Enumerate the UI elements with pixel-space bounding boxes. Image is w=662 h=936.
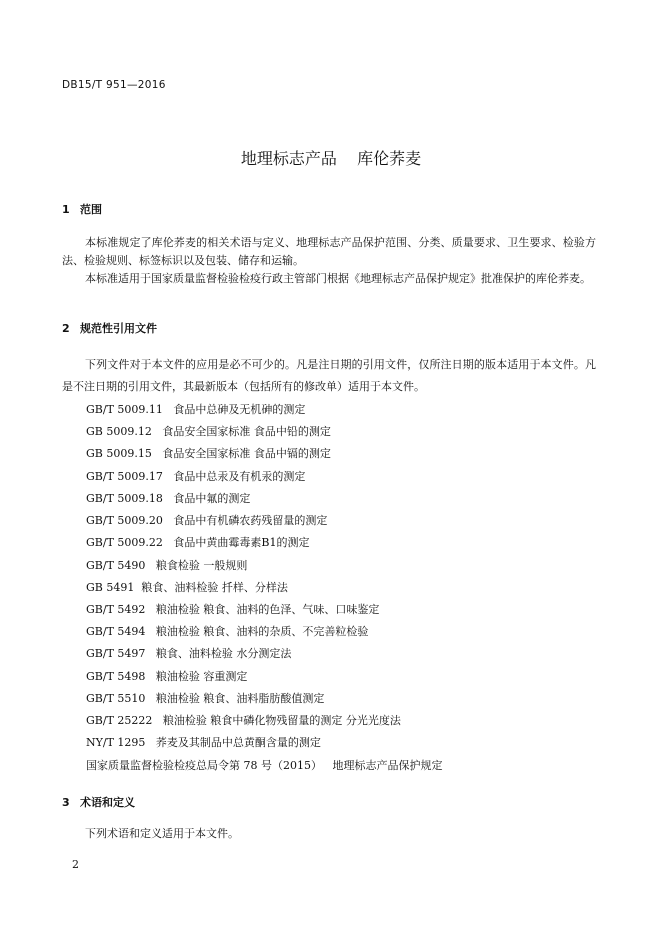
- reference-item: GB/T 5497 粮食、油料检验 水分测定法: [86, 647, 292, 660]
- section-number: 1: [62, 203, 70, 216]
- reference-item: GB 5009.15 食品安全国家标准 食品中镉的测定: [86, 447, 331, 460]
- section-title: 规范性引用文件: [80, 322, 157, 335]
- reference-item: 国家质量监督检验检疫总局令第 78 号（2015） 地理标志产品保护规定: [86, 759, 443, 772]
- document-title: 地理标志产品 库伦荞麦: [240, 149, 422, 168]
- reference-item: GB/T 5510 粮油检验 粮食、油料脂肪酸值测定: [86, 692, 325, 705]
- section-2-heading: [62, 320, 157, 336]
- section-title: 范围: [80, 203, 102, 216]
- reference-item: GB 5009.12 食品安全国家标准 食品中铅的测定: [86, 425, 331, 438]
- section-1-heading: [62, 201, 102, 217]
- reference-item: GB/T 5009.20 食品中有机磷农药残留量的测定: [86, 514, 328, 527]
- standard-code: DB15/T 951—2016: [62, 79, 166, 91]
- reference-item: GB/T 5009.22 食品中黄曲霉毒素B1的测定: [86, 536, 310, 549]
- section-3-heading: [62, 794, 135, 810]
- page-number: 2: [72, 858, 79, 871]
- reference-item: GB/T 5009.11 食品中总砷及无机砷的测定: [86, 403, 306, 416]
- section-title: 术语和定义: [80, 796, 135, 809]
- section-1-paragraph-1: 本标准规定了库伦荞麦的相关术语与定义、地理标志产品保护范围、分类、质量要求、卫生要求、检验方法、检验规则、标签标识以及包装、储存和运输。: [62, 236, 596, 267]
- reference-item: GB/T 5490 粮食检验 一般规则: [86, 559, 248, 572]
- reference-item: GB/T 5492 粮油检验 粮食、油料的色泽、气味、口味鉴定: [86, 603, 380, 616]
- section-number: 3: [62, 796, 70, 809]
- reference-item: GB/T 25222 粮油检验 粮食中磷化物残留量的测定 分光光度法: [86, 714, 401, 727]
- reference-item: GB/T 5494 粮油检验 粮食、油料的杂质、不完善粒检验: [86, 625, 369, 638]
- section-2-intro: 下列文件对于本文件的应用是必不可少的。凡是注日期的引用文件，仅所注日期的版本适用于本文件。凡是不注日期的引用文件，其最新版本（包括所有的修改单）适用于本文件。: [62, 358, 596, 393]
- section-3-intro: 下列术语和定义适用于本文件。: [85, 827, 239, 840]
- reference-item: GB/T 5009.17 食品中总汞及有机汞的测定: [86, 470, 306, 483]
- reference-item: GB 5491 粮食、油料检验 扦样、分样法: [86, 581, 288, 594]
- section-1-paragraph-2: 本标准适用于国家质量监督检验检疫行政主管部门根据《地理标志产品保护规定》批准保护的库伦荞麦。: [85, 272, 591, 285]
- reference-item: NY/T 1295 荞麦及其制品中总黄酮含量的测定: [86, 736, 321, 749]
- reference-item: GB/T 5009.18 食品中氟的测定: [86, 492, 251, 505]
- section-number: 2: [62, 322, 70, 335]
- reference-item: GB/T 5498 粮油检验 容重测定: [86, 670, 248, 683]
